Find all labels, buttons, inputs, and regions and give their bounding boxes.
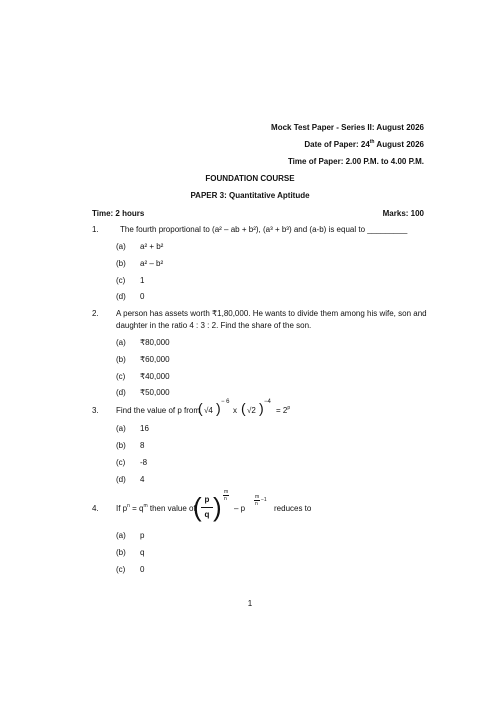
option-value: ₹50,000 (140, 388, 170, 397)
course-title: FOUNDATION COURSE (205, 174, 295, 183)
close-paren: ) (259, 400, 264, 416)
option-value: 16 (140, 424, 149, 433)
option-label: (a) (116, 338, 126, 347)
exponent-denominator: n (224, 496, 227, 502)
option-label: (c) (116, 565, 126, 574)
option-value: 1 (140, 276, 145, 285)
option-label: (d) (116, 292, 126, 301)
option-label: (a) (116, 531, 126, 540)
option-value: q (140, 548, 145, 557)
option-label: (b) (116, 548, 126, 557)
option-label: (c) (116, 458, 126, 467)
option-value: ₹40,000 (140, 372, 170, 381)
fraction-numerator: p (204, 495, 210, 504)
p-exponent-numerator: m (255, 494, 260, 500)
question-number: 1. (92, 225, 99, 234)
date-of-paper: Date of Paper: 24th August 2026 (304, 139, 424, 149)
open-paren: ( (241, 400, 246, 416)
option-label: (a) (116, 424, 126, 433)
time-of-paper: Time of Paper: 2.00 P.M. to 4.00 P.M. (287, 157, 424, 166)
math-root-4: √4 (204, 406, 213, 415)
times-sign: x (233, 406, 237, 415)
option-value: 8 (140, 441, 145, 450)
option-value: -8 (140, 458, 148, 467)
paper-series-title: Mock Test Paper - Series II: August 2026 (271, 123, 424, 132)
total-marks: Marks: 100 (382, 209, 424, 218)
question-text: If $p^n = q^m$ then value of (116, 503, 196, 513)
option-label: (b) (116, 259, 126, 268)
time-allowed: Time: 2 hours (92, 209, 145, 218)
open-paren: ( (193, 492, 202, 522)
option-label: (a) (116, 242, 126, 251)
question-text-line-1: A person has assets worth ₹1,80,000. He wants to divide them among his wife, son and (116, 309, 427, 318)
option-value: ₹80,000 (140, 338, 170, 347)
open-paren: ( (198, 400, 203, 416)
exponent-numerator: m (224, 489, 229, 495)
question-text-line-2: daughter in the ratio 4 : 3 : 2. Find the share of the son. (116, 321, 312, 330)
question-text: Find the value of p from (116, 406, 201, 415)
fraction-denominator: q (204, 510, 210, 519)
option-value: 0 (140, 292, 145, 301)
option-value: ₹60,000 (140, 355, 170, 364)
question-text: The fourth proportional to (a² – ab + b²), (a³ + b³) and (a-b) is equal to _________ (120, 225, 408, 234)
option-label: (d) (116, 388, 126, 397)
exponent: −4 (264, 399, 271, 405)
question-text-suffix: reduces to (274, 504, 312, 513)
question-number: 2. (92, 309, 99, 318)
fraction-bar (201, 507, 213, 508)
option-label: (c) (116, 276, 126, 285)
option-label: (b) (116, 355, 126, 364)
option-label: (d) (116, 475, 126, 484)
close-paren: ) (216, 400, 221, 416)
option-label: (c) (116, 372, 126, 381)
question-number: 4. (92, 504, 99, 513)
question-number: 3. (92, 406, 99, 415)
close-paren: ) (213, 492, 222, 522)
option-value: 0 (140, 565, 145, 574)
math-root-2: √2 (247, 406, 256, 415)
page-number: 1 (247, 599, 253, 608)
p-exponent-denominator: n (255, 501, 258, 507)
option-label: (b) (116, 441, 126, 450)
option-value: a² – b² (140, 259, 164, 268)
exponent: − 6 (221, 399, 230, 405)
option-value: a² + b² (140, 242, 164, 251)
p-exponent-tail: −1 (261, 497, 267, 503)
minus-p: – p (234, 504, 246, 513)
option-value: 4 (140, 475, 145, 484)
paper-title: PAPER 3: Quantitative Aptitude (190, 191, 310, 200)
equals-2-power-p: = $2^p$ (276, 405, 291, 415)
option-value: p (140, 531, 145, 540)
